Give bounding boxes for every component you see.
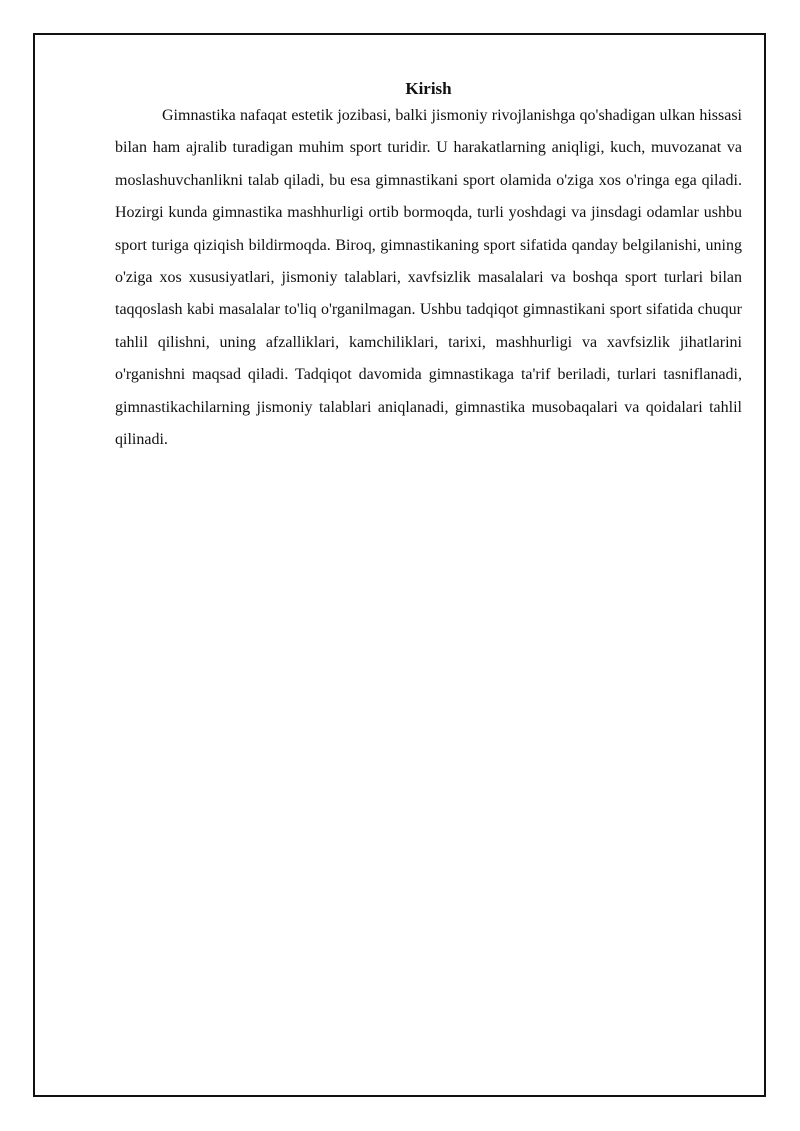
section-title: Kirish [405,79,452,98]
intro-paragraph: Gimnastika nafaqat estetik jozibasi, balki jismoniy rivojlanishga qo'shadigan ulkan hissasi bilan ham ajralib turadigan muhim sport turidir. U harakatlarning aniqligi, kuch, muvozanat va moslashuvchanlikni talab qiladi, bu esa gimnastikani sport olamida o'ziga xos o'ringa ega qiladi. Hozirgi kunda gimnastika mashhurligi ortib bormoqda, turli yoshdagi va jinsdagi odamlar ushbu sport turiga qiziqish bildirmoqda. Biroq, gimnastikaning sport sifatida qanday belgilanishi, uning o'ziga xos xususiyatlari, jismoniy talablari, xavfsizlik masalalari va boshqa sport turlari bilan taqqoslash kabi masalalar to'liq o'rganilmagan. Ushbu tadqiqot gimnastikani sport sifatida chuqur tahlil qilishni, uning afzalliklari, kamchiliklari, tarixi, mashhurligi va xavfsizlik jihatlarini o'rganishni maqsad qiladi. Tadqiqot davomida gimnastikaga ta'rif beriladi, turlari tasniflanadi, gimnastikachilarning jismoniy talablari aniqlanadi, gimnastika musobaqalari va qoidalari tahlil qilinadi. [115,107,742,449]
document-body [115,78,742,456]
